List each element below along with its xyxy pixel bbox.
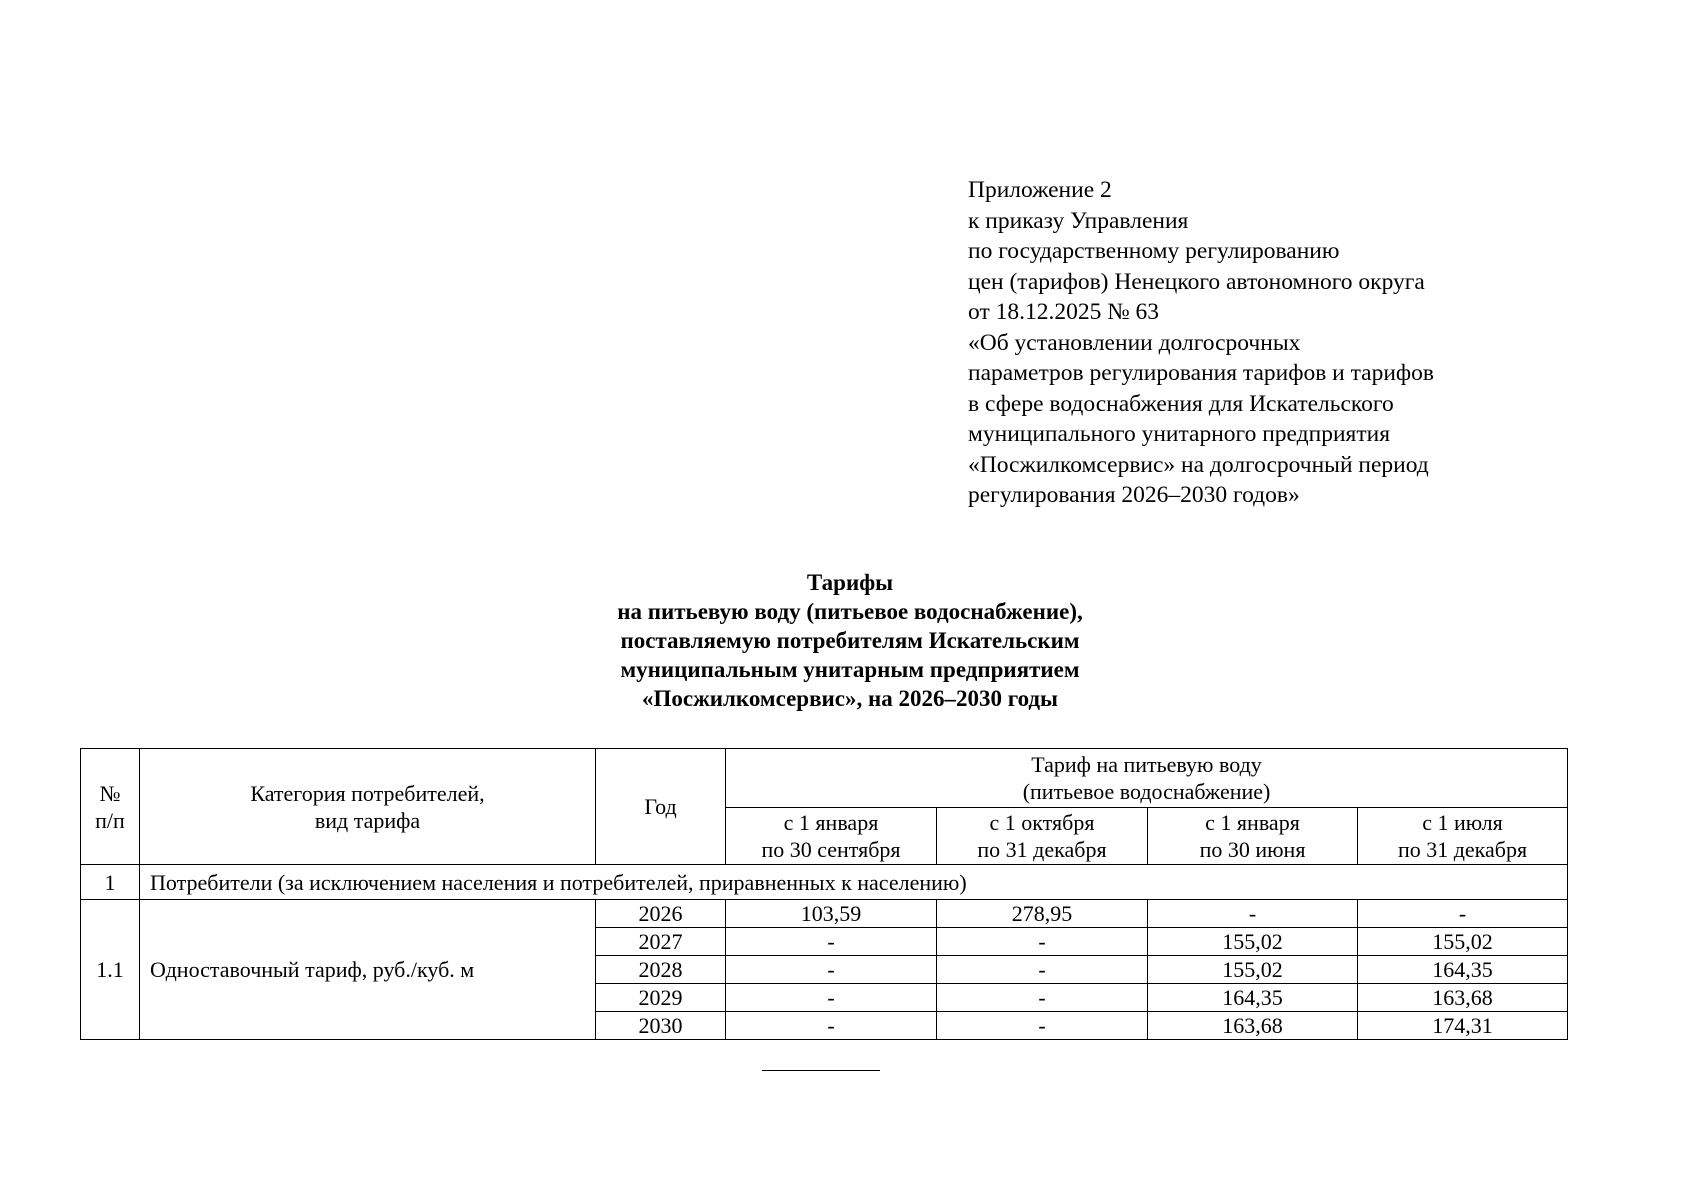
header-period xyxy=(1148,808,1358,865)
title-line: «Посжилкомсервис», на 2026–2030 годы xyxy=(641,686,1059,711)
appendix-line: «Посжилкомсервис» на долгосрочный период xyxy=(968,451,1429,478)
tariff-value: 163,68 xyxy=(1358,984,1568,1012)
tariff-value: 164,35 xyxy=(1148,984,1358,1012)
tariff-value: - xyxy=(1148,900,1358,928)
year-cell: 2027 xyxy=(596,928,726,956)
appendix-line: муниципального унитарного предприятия xyxy=(968,421,1391,447)
tariff-table xyxy=(80,748,1568,1040)
subsection-label: Одноставочный тариф, руб./куб. м xyxy=(140,900,596,1040)
tariff-value: - xyxy=(726,984,937,1012)
appendix-line: к приказу Управления xyxy=(968,207,1189,234)
header-tariff xyxy=(726,749,1568,808)
header-period-line1: с 1 января xyxy=(1205,810,1300,835)
tariff-value: 155,02 xyxy=(1148,956,1358,984)
document-title xyxy=(350,568,1350,713)
tariff-value: - xyxy=(937,928,1148,956)
year-cell: 2030 xyxy=(596,1012,726,1040)
header-tariff-line2: (питьевое водоснабжение) xyxy=(1022,779,1271,804)
tariff-value: 163,68 xyxy=(1148,1012,1358,1040)
title-line: поставляемую потребителям Искательским xyxy=(620,628,1080,653)
year-cell: 2028 xyxy=(596,956,726,984)
title-line: муниципальным унитарным предприятием xyxy=(620,657,1080,682)
tariff-value: - xyxy=(726,1012,937,1040)
header-period xyxy=(937,808,1148,865)
tariff-value: 278,95 xyxy=(937,900,1148,928)
appendix-line: «Об установлении долгосрочных xyxy=(968,329,1301,356)
tariff-value: 164,35 xyxy=(1358,956,1568,984)
header-category-line2: вид тарифа xyxy=(314,807,421,833)
year-cell: 2026 xyxy=(596,900,726,928)
tariff-value: 103,59 xyxy=(726,900,937,928)
section-number: 1 xyxy=(81,865,140,900)
header-year: Год xyxy=(596,749,726,865)
tariff-value: 155,02 xyxy=(1358,928,1568,956)
title-line: Тарифы xyxy=(806,570,894,595)
header-period-line1: с 1 января xyxy=(783,810,879,835)
tariff-value: 155,02 xyxy=(1148,928,1358,956)
tariff-value: - xyxy=(937,1012,1148,1040)
appendix-line: от 18.12.2025 № 63 xyxy=(968,299,1160,325)
header-category xyxy=(140,749,596,865)
section-row xyxy=(81,865,1568,900)
header-period-line1: с 1 июля xyxy=(1422,810,1503,835)
header-period-line1: с 1 октября xyxy=(989,810,1095,835)
header-period-line2: по 31 декабря xyxy=(1397,837,1528,862)
title-line: на питьевую воду (питьевое водоснабжение), xyxy=(617,599,1083,624)
year-cell: 2029 xyxy=(596,984,726,1012)
appendix-line: цен (тарифов) Ненецкого автономного округа xyxy=(968,268,1425,295)
closing-rule xyxy=(762,1070,880,1071)
header-period-line2: по 30 июня xyxy=(1199,837,1306,862)
appendix-line: по государственному регулированию xyxy=(968,238,1340,264)
tariff-value: - xyxy=(937,956,1148,984)
appendix-line: Приложение 2 xyxy=(968,177,1112,203)
header-period-line2: по 31 декабря xyxy=(977,837,1107,862)
header-number-line2: п/п xyxy=(95,807,125,833)
tariff-value: - xyxy=(726,928,937,956)
header-tariff-line1: Тариф на питьевую воду xyxy=(1031,752,1262,777)
subsection-number: 1.1 xyxy=(81,900,140,1040)
header-period-line2: по 30 сентября xyxy=(761,837,901,862)
tariff-value: - xyxy=(937,984,1148,1012)
tariff-value: - xyxy=(726,956,937,984)
header-period xyxy=(726,808,937,865)
table-row xyxy=(81,900,1568,928)
appendix-block xyxy=(968,175,1528,511)
header-row xyxy=(81,749,1568,808)
header-period xyxy=(1358,808,1568,865)
header-number-line1: № xyxy=(99,780,121,806)
tariff-value: - xyxy=(1358,900,1568,928)
tariff-value: 174,31 xyxy=(1358,1012,1568,1040)
appendix-line: регулирования 2026–2030 годов» xyxy=(968,482,1300,508)
appendix-line: параметров регулирования тарифов и тарифов xyxy=(968,360,1435,386)
header-category-line1: Категория потребителей, xyxy=(250,780,485,806)
header-number xyxy=(81,749,140,865)
appendix-line: в сфере водоснабжения для Искательского xyxy=(968,390,1394,417)
section-label: Потребители (за исключением населения и потребителей, приравненных к населению) xyxy=(140,865,1568,900)
